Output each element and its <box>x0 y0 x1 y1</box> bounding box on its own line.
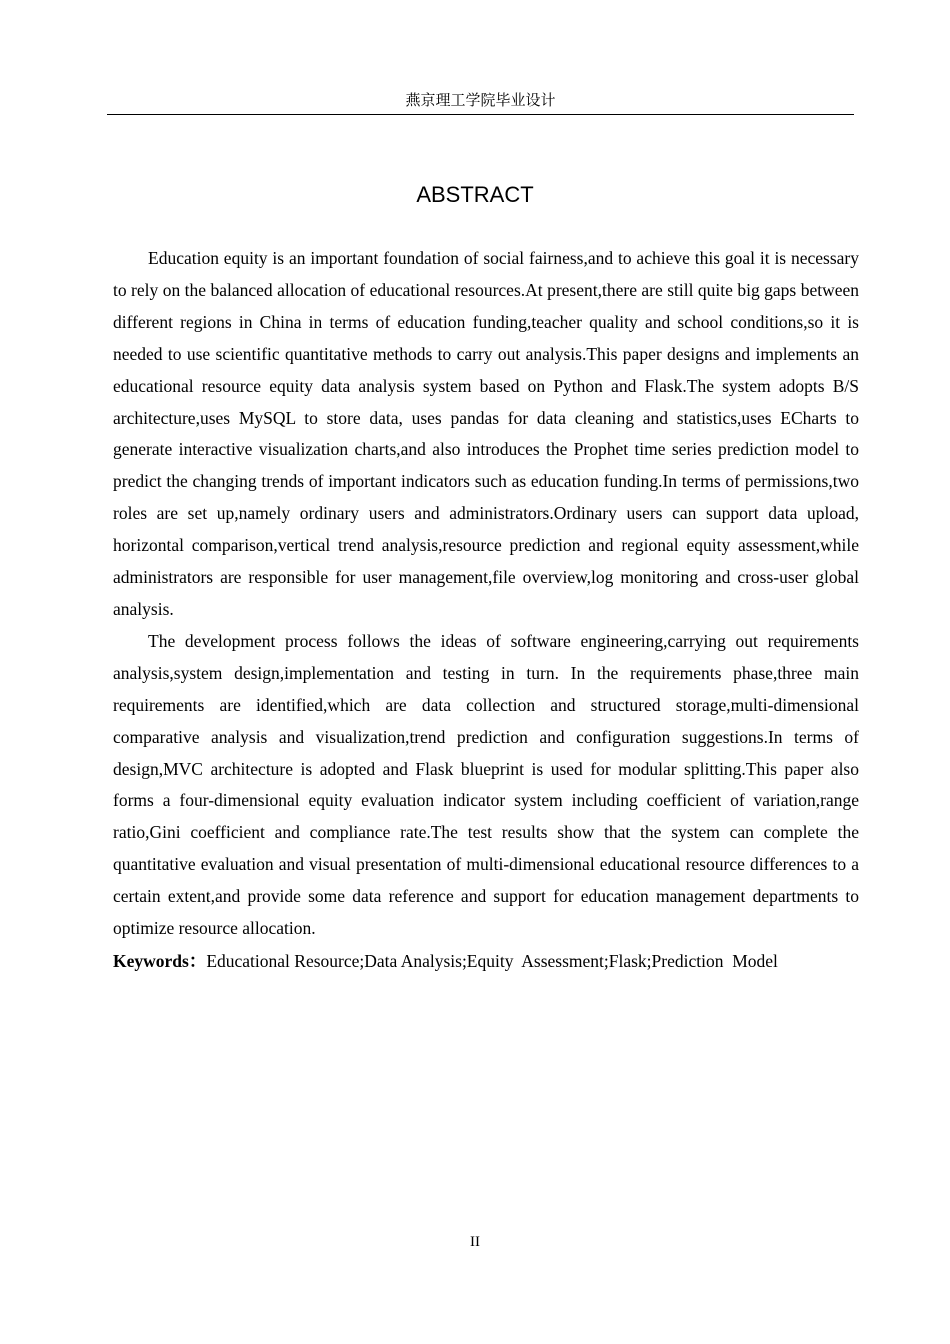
page-header <box>107 90 854 115</box>
keywords-line <box>113 945 859 978</box>
keywords-label: Keywords： <box>113 950 207 971</box>
abstract-paragraph-1: Education equity is an important foundation of social fairness,and to achieve this goal it is necessary to rely on the balanced allocation of educational resources.At present,there are still quite big gaps between different regions in China in terms of education funding,teacher quality and school conditions,so it is needed to use scientific quantitative methods to carry out analysis.This paper designs and implements an educational resource equity data analysis system based on Python and Flask.The system adopts B/S architecture,uses MySQL to store data, uses pandas for data cleaning and statistics,uses ECharts to generate interactive visualization charts,and also introduces the Prophet time series prediction model to predict the changing trends of important indicators such as education funding.In terms of permissions,two roles are set up,namely ordinary users and administrators.Ordinary users can support data upload, horizontal comparison,vertical trend analysis,resource prediction and regional equity assessment,while administrators are responsible for user management,file overview,log monitoring and cross-user global analysis. <box>113 248 859 619</box>
page-number: II <box>470 1234 480 1250</box>
abstract-title: ABSTRACT <box>416 182 534 207</box>
header-text: 燕京理工学院毕业设计 <box>405 93 556 109</box>
keywords-text: Educational Resource;Data Analysis;Equity Assessment;Flask;Prediction Model <box>206 950 778 971</box>
abstract-body <box>113 243 859 978</box>
abstract-paragraph-2: The development process follows the ideas of software engineering,carrying out requirements analysis,system design,implementation and testing in turn. In the requirements phase,three main requirements are identified,which are data collection and structured storage,multi-dimensional comparative analysis and visualization,trend prediction and configuration suggestions.In terms of design,MVC architecture is adopted and Flask blueprint is used for modular splitting.This paper also forms a four-dimensional equity evaluation indicator system including coefficient of variation,range ratio,Gini coefficient and compliance rate.The test results show that the system can complete the quantitative evaluation and visual presentation of multi-dimensional educational resource differences to a certain extent,and provide some data reference and support for education management departments to optimize resource allocation. <box>113 630 859 939</box>
